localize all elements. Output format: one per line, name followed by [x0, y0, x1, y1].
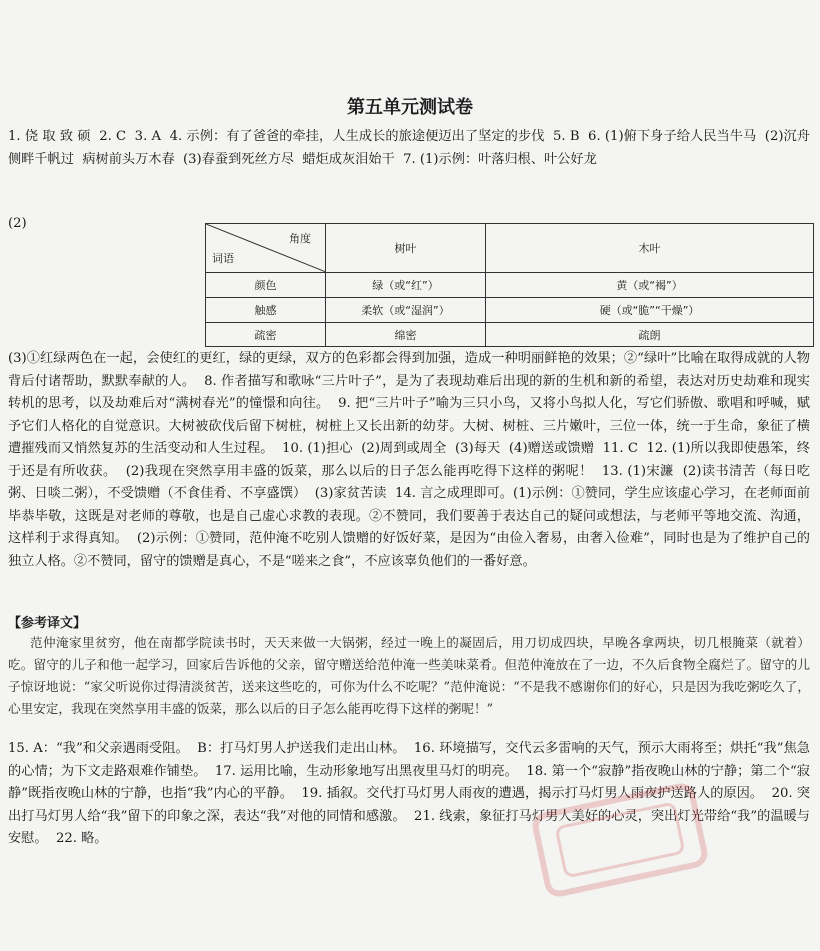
comparison-table [205, 223, 814, 347]
table-header: 木叶 [486, 224, 814, 273]
corner-top-label: 角度 [289, 232, 311, 245]
reference-translation: 范仲淹家里贫穷，他在南都学院读书时，天天来做一大锅粥，经过一晚上的凝固后，用刀切成四块，早晚各拿两块，切几根腌菜（就着）吃。留守的儿子和他一起学习，回家后告诉他的父亲，留守赠送给范仲淹一些美味菜肴。但范仲淹放在了一边，不久后食物全腐烂了。留守的儿子惊讶地说：“家父听说你过得清淡贫苦，送来这些吃的，可你为什么不吃呢？”范仲淹说：“不是我不感谢你们的好心，只是因为我吃粥吃久了，心里安定，我现在突然享用丰盛的饭菜，那么以后的日子怎么能再吃得下这样的粥呢！” [8, 635, 810, 716]
page-title: 第五单元测试卷 [347, 97, 473, 118]
table-corner-cell [206, 224, 326, 273]
table-cell: 柔软（或“湿润”） [326, 298, 486, 323]
answers-15-22: 15. A：“我”和父亲遇雨受阻。 B：打马灯男人护送我们走出山林。 16. 环境描写，交代云多雷响的天气，预示大雨将至；烘托“我”焦急的心情；为下文走路艰难作铺垫。 17. 运用比喻，生动形象地写出黑夜里马灯的明亮。 18. 第一个“寂静”指夜晚山林的宁静；第二个“寂静”既指夜晚山林的宁静，也指“我”内心的平静。 19. 插叙。交代打马灯男人雨夜的遭遇，揭示打马灯男人雨夜护送路人的原因。 20. 突出打马灯男人给“我”留下的印象之深，表达“我”对他的同情和感激。 21. 线索，象征打马灯男人美好的心灵，突出灯光带给“我”的温暖与安慰。 22. 略。 [8, 741, 810, 846]
row-label: 颜色 [206, 273, 326, 298]
row-label: 触感 [206, 298, 326, 323]
reference-translation-header: 【参考译文】 [8, 616, 87, 631]
table-cell: 绿（或“红”） [326, 273, 486, 298]
answer-7-2-label: (2) [8, 216, 27, 231]
table-cell: 黄（或“褐”） [486, 273, 814, 298]
corner-bottom-label: 词语 [212, 252, 234, 265]
table-cell: 硬（或“脆”“干燥”） [486, 298, 814, 323]
table-cell: 疏朗 [486, 323, 814, 347]
row-label: 疏密 [206, 323, 326, 347]
table-cell: 绵密 [326, 323, 486, 347]
answers-1-7: 1. 侥 取 致 硕 2. C 3. A 4. 示例：有了爸爸的牵挂，人生成长的旅途便迈出了坚定的步伐 5. B 6. (1)俯下身子给人民当牛马 (2)沉舟侧畔千帆过 病树前头万木春 (3)春蚕到死丝方尽 蜡炬成灰泪始干 7. (1)示例：叶落归根、叶公好龙 [8, 129, 810, 167]
answers-7-14: (3)①红绿两色在一起，会使红的更红，绿的更绿，双方的色彩都会得到加强，造成一种明丽鲜艳的效果；②“绿叶”比喻在取得成就的人物背后付诸帮助，默默奉献的人。 8. 作者描写和歌咏“三片叶子”，是为了表现劫难后出现的新的生机和新的希望，表达对历史劫难和现实转机的思考，以及劫难后对“满树春光”的憧憬和向往。 9. 把“三片叶子”喻为三只小鸟，又将小鸟拟人化，写它们骄傲、歌唱和呼喊，赋予它们人格化的自觉意识。大树被砍伐后留下树桩，树桩上又长出新的幼芽。大树、树桩、三片嫩叶，三位一体，统一于生命，象征了横遭摧残而又悄然复苏的生活变动和人生过程。 10. (1)担心 (2)周到或周全 (3)每天 (4)赠送或馈赠 11. C 12. (1)所以我即使愚笨，终于还是有所收获。 (2)我现在突然享用丰盛的饭菜，那么以后的日子怎么能再吃得下这样的粥呢！ 13. (1)宋濂 (2)读书清苦（每日吃粥、日啖二粥），不受馈赠（不食佳肴、不享盛馔） (3)家贫苦读 14. 言之成理即可。(1)示例：①赞同，学生应该虚心学习，在老师面前毕恭毕敬，这既是对老师的尊敬，也是自己虚心求教的表现。②不赞同，我们要善于表达自己的疑问或想法，与老师平等地交流、沟通，这样利于求得真知。 (2)示例：①赞同，范仲淹不吃别人馈赠的好饭好菜，是因为“由俭入奢易，由奢入俭难”，同时也是为了维护自己的独立人格。②不赞同，留守的馈赠是真心，不是“嗟来之食”，不应该辜负他们的一番好意。 [8, 351, 810, 569]
table-header: 树叶 [326, 224, 486, 273]
